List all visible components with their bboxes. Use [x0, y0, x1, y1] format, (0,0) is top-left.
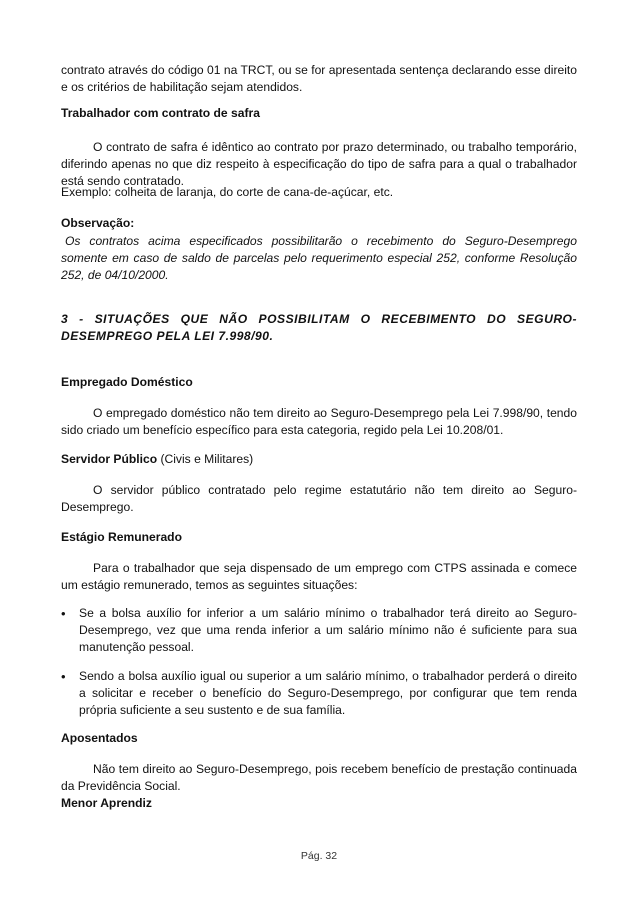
heading-menor-aprendiz: Menor Aprendiz — [61, 796, 152, 810]
paragraph-observacao: Os contratos acima especificados possibilitarão o recebimento do Seguro-Desemprego somente em caso de saldo de parcelas pelo requerimento especial 252, conforme Resolução 252, de 04/10/2000. — [61, 234, 577, 282]
page-number: Pág. 32 — [300, 850, 338, 862]
paragraph-empregado-domestico: O empregado doméstico não tem direito ao Seguro-Desemprego pela Lei 7.998/90, tendo sido criado um benefício específico para esta categoria, regido pela Lei 10.208/01. — [61, 406, 577, 437]
heading-observacao: Observação: — [61, 216, 135, 230]
paragraph-servidor-publico: O servidor público contratado pelo regime estatutário não tem direito ao Seguro-Desemprego. — [61, 483, 577, 514]
bullet-item: Sendo a bolsa auxílio igual ou superior a um salário mínimo, o trabalhador perderá o direito a solicitar e receber o benefício do Seguro-Desemprego, por configurar que tem renda própria suficiente a seu sustento e de sua família. — [79, 669, 577, 717]
heading-empregado-domestico: Empregado Doméstico — [61, 375, 193, 389]
heading-contrato-safra: Trabalhador com contrato de safra — [61, 106, 260, 120]
paragraph-safra: O contrato de safra é idêntico ao contrato por prazo determinado, ou trabalho temporário, diferindo apenas no que diz respeito à especificação do tipo de safra para a qual o trabalhador está sendo contratado. — [61, 140, 577, 188]
heading-aposentados: Aposentados — [61, 731, 138, 745]
bullet-item: Se a bolsa auxílio for inferior a um salário mínimo o trabalhador terá direito ao Seguro-Desemprego, vez que uma renda inferior a um salário mínimo não é suficiente para sua manutenção pessoal. — [79, 606, 577, 654]
heading-estagio-remunerado: Estágio Remunerado — [61, 530, 182, 544]
paragraph-aposentados: Não tem direito ao Seguro-Desemprego, pois recebem benefício de prestação continuada da Previdência Social. — [61, 762, 577, 793]
heading-servidor-publico — [61, 451, 577, 468]
paragraph-estagio: Para o trabalhador que seja dispensado de um emprego com CTPS assinada e comece um estágio remunerado, temos as seguintes situações: — [61, 561, 577, 592]
bullet-marker: • — [61, 669, 66, 684]
paragraph-safra-exemplo: Exemplo: colheita de laranja, do corte de cana-de-açúcar, etc. — [61, 185, 394, 199]
bullet-marker: • — [61, 606, 66, 621]
heading-servidor-publico-sub: (Civis e Militares) — [160, 452, 254, 466]
section-heading-3: 3 - SITUAÇÕES QUE NÃO POSSIBILITAM O RECEBIMENTO DO SEGURO-DESEMPREGO PELA LEI 7.998/90. — [61, 312, 577, 343]
heading-servidor-publico-title: Servidor Público — [61, 452, 158, 466]
paragraph-contrato-trct: contrato através do código 01 na TRCT, ou se for apresentada sentença declarando esse direito e os critérios de habilitação sejam atendidos. — [61, 63, 577, 94]
